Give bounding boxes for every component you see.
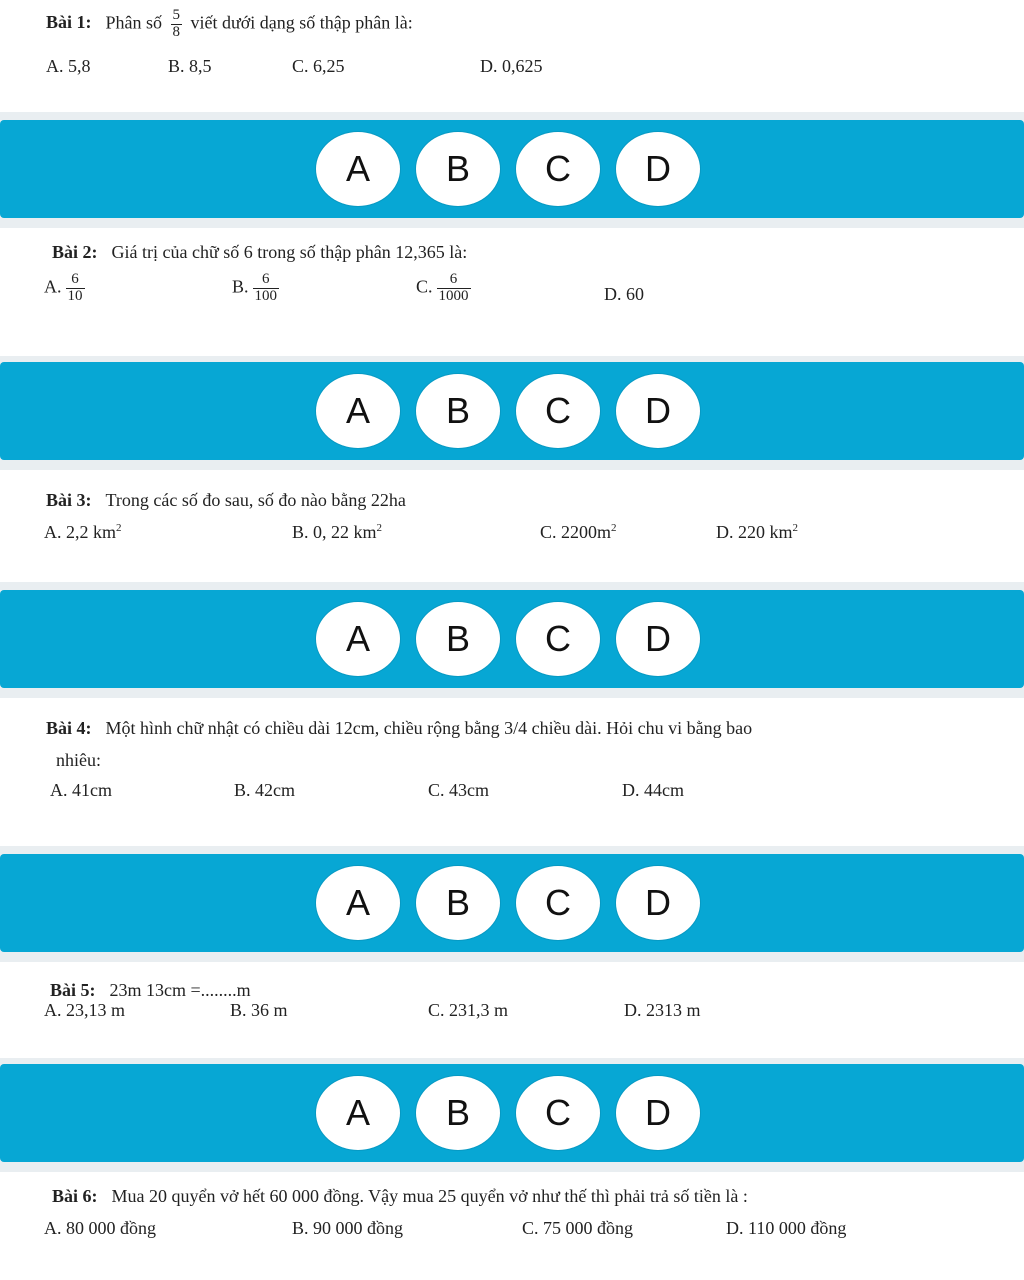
question-6-prompt: Bài 6: Mua 20 quyển vở hết 60 000 đồng. Vậy mua 25 quyển vở như thế thì phải trả số tiền là :	[52, 1186, 748, 1206]
question-3-option-c: C. $2200m^2$	[540, 522, 617, 542]
question-1-option-d: D. 0,625	[480, 56, 543, 76]
question-card-2	[0, 228, 1024, 356]
answer-3-b-button[interactable]: B	[416, 602, 500, 676]
fraction-5-8: $\frac{5}{8}$	[172, 7, 181, 40]
question-card-5	[0, 962, 1024, 1058]
question-6-option-b: B. 90 000 đồng	[292, 1218, 404, 1238]
answer-band-1	[0, 120, 1024, 218]
question-3-option-d: D. 220 $km^2$	[716, 522, 798, 542]
question-2-option-c: C. $\frac{6}{1000}$	[416, 271, 469, 304]
question-4-option-c: C. 43cm	[428, 780, 489, 800]
answer-3-d-button[interactable]: D	[616, 602, 700, 676]
question-4-option-a: A. 41cm	[50, 780, 112, 800]
question-2-option-a: A. $\frac{6}{10}$	[44, 271, 83, 304]
question-card-3	[0, 470, 1024, 582]
question-6-option-c: C. 75 000 đồng	[522, 1218, 634, 1238]
answer-5-a-button[interactable]: A	[316, 1076, 400, 1150]
answer-band-5	[0, 1064, 1024, 1162]
question-2-option-b: B. $\frac{6}{100}$	[232, 271, 278, 304]
answer-4-d-button[interactable]: D	[616, 866, 700, 940]
answer-5-b-button[interactable]: B	[416, 1076, 500, 1150]
answer-5-d-button[interactable]: D	[616, 1076, 700, 1150]
answer-2-d-button[interactable]: D	[616, 374, 700, 448]
answer-1-b-button[interactable]: B	[416, 132, 500, 206]
question-1-option-b: B. 8,5	[168, 56, 212, 76]
answer-4-c-button[interactable]: C	[516, 866, 600, 940]
question-3-option-b: B. 0, 22 $km^2$	[292, 522, 383, 542]
answer-band-2	[0, 362, 1024, 460]
question-3-prompt: Bài 3: Trong các số đo sau, số đo nào bằng 22ha	[46, 490, 406, 510]
question-5-option-a: A. 23,13 m	[44, 1000, 125, 1020]
question-card-1	[0, 0, 1024, 112]
question-1-prompt: Bài 1: Phân số $\frac{5}{8}$ viết dưới dạng số thập phân là:	[46, 7, 413, 40]
answer-band-3	[0, 590, 1024, 688]
answer-1-a-button[interactable]: A	[316, 132, 400, 206]
answer-2-b-button[interactable]: B	[416, 374, 500, 448]
question-6-option-a: A. 80 000 đồng	[44, 1218, 156, 1238]
answer-2-a-button[interactable]: A	[316, 374, 400, 448]
answer-2-c-button[interactable]: C	[516, 374, 600, 448]
question-5-prompt: Bài 5: 23m 13cm =........m	[50, 980, 251, 1000]
answer-1-d-button[interactable]: D	[616, 132, 700, 206]
question-2-option-d: D. 60	[604, 284, 644, 304]
answer-5-c-button[interactable]: C	[516, 1076, 600, 1150]
question-5-option-c: C. 231,3 m	[428, 1000, 509, 1020]
answer-3-a-button[interactable]: A	[316, 602, 400, 676]
question-4-prompt: Bài 4: Một hình chữ nhật có chiều dài 12cm, chiều rộng bằng 3/4 chiều dài. Hỏi chu vi bằng bao	[46, 718, 753, 738]
answer-4-b-button[interactable]: B	[416, 866, 500, 940]
answer-1-c-button[interactable]: C	[516, 132, 600, 206]
question-2-prompt: Bài 2: Giá trị của chữ số 6 trong số thập phân 12,365 là:	[52, 242, 468, 262]
question-5-option-d: D. 2313 m	[624, 1000, 701, 1020]
question-1-option-a: A. 5,8	[46, 56, 91, 76]
question-4-option-b: B. 42cm	[234, 780, 295, 800]
answer-3-c-button[interactable]: C	[516, 602, 600, 676]
question-4-option-d: D. 44cm	[622, 780, 684, 800]
question-4-prompt-cont: nhiêu:	[56, 750, 101, 770]
question-card-6	[0, 1172, 1024, 1280]
question-5-option-b: B. 36 m	[230, 1000, 288, 1020]
question-3-option-a: A. 2,2 $km^2$	[44, 522, 122, 542]
question-1-option-c: C. 6,25	[292, 56, 345, 76]
question-6-option-d: D. 110 000 đồng	[726, 1218, 847, 1238]
answer-band-4	[0, 854, 1024, 952]
answer-4-a-button[interactable]: A	[316, 866, 400, 940]
question-card-4	[0, 698, 1024, 846]
